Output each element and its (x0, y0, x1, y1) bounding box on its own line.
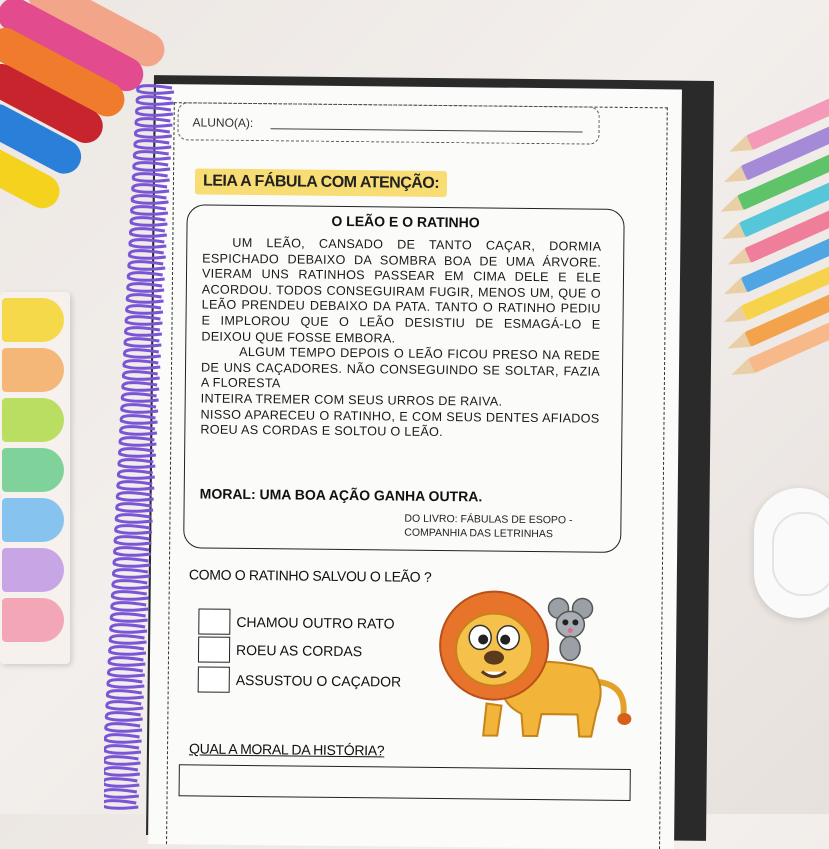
spiral-coil (135, 130, 171, 138)
spiral-coil (135, 141, 171, 149)
option-label: ROEU AS CORDAS (235, 641, 363, 660)
spiral-coil (106, 724, 142, 732)
story-paragraph: ALGUM TEMPO DEPOIS O LEÃO FICOU PRESO NA REDE DE UNS CAÇADORES. NÃO CONSEGUINDO SE SOLTAR, FAZIA A FLORESTA (200, 345, 601, 391)
answer-field[interactable] (179, 764, 631, 801)
spiral-coil (113, 570, 149, 578)
spiral-coil (104, 768, 140, 776)
story-paragraph: UM LEÃO, CANSADO DE TANTO CAÇAR, DORMIA ESPICHADO DEBAIXO DA SOMBRA BOA DE UMA ÁRVORE. VIERAM UNS RATINHOS PASSEAR EM CIMA DELE E ELE ACORDOU. TODOS CONSEGUIRAM FUGIR, MENOS UM, QUE O LEÃO PRENDEU DEBAIXO DA PATA. TANTO O RATINHO PEDIU E IMPLOROU QUE O LEÃO DESISTIU DE ESMAGÁ-LO E DEIXOU QUE FOSSE EMBORA. (201, 235, 602, 346)
spiral-coil (111, 614, 147, 622)
story-paragraph: INTEIRA TREMER COM SEUS URROS DE RAIVA. (200, 391, 503, 409)
spiral-coil (104, 757, 140, 765)
instruction-heading: LEIA A FÁBULA COM ATENÇÃO: (195, 168, 447, 197)
spiral-coil (123, 372, 159, 380)
spiral-coil (109, 658, 145, 666)
highlighter-lilac (2, 548, 64, 592)
highlighter-peach (2, 348, 64, 392)
spiral-coil (121, 427, 157, 435)
spiral-coil (136, 119, 172, 127)
student-name-line (271, 128, 583, 132)
spiral-coil (130, 240, 166, 248)
spiral-coil (108, 669, 144, 677)
option-label: ASSUSTOU O CAÇADOR (235, 671, 402, 690)
spiral-coil (134, 163, 170, 171)
spiral-coil (105, 746, 141, 754)
source-line: DO LIVRO: FÁBULAS DE ESOPO - (404, 512, 573, 527)
student-name-field[interactable] (177, 102, 599, 144)
spiral-coil (104, 790, 139, 798)
spiral-coil (116, 526, 152, 534)
spiral-coil (113, 581, 149, 589)
story-source (404, 512, 572, 542)
spiral-coil (104, 801, 138, 809)
spiral-coil (124, 361, 160, 369)
lion-illustration (431, 585, 643, 752)
spiral-coil (104, 779, 139, 787)
story-box (183, 204, 625, 553)
spiral-coil (118, 471, 154, 479)
spiral-coil (127, 295, 163, 303)
spiral-binding (104, 80, 176, 820)
spiral-coil (105, 735, 141, 743)
spiral-coil (115, 537, 151, 545)
spiral-coil (117, 504, 153, 512)
spiral-coil (111, 625, 147, 633)
spiral-coil (129, 262, 165, 270)
spiral-coil (119, 449, 155, 457)
spiral-coil (129, 251, 165, 259)
spiral-coil (122, 394, 158, 402)
spiral-coil (106, 713, 142, 721)
spiral-coil (138, 86, 174, 94)
spiral-coil (117, 493, 153, 501)
spiral-coil (134, 152, 170, 160)
option-3[interactable] (198, 666, 402, 694)
highlighter-green (2, 448, 64, 492)
spiral-coil (128, 273, 164, 281)
spiral-coil (107, 691, 143, 699)
story-moral: MORAL: UMA BOA AÇÃO GANHA OUTRA. (199, 485, 483, 505)
worksheet-page (148, 84, 682, 849)
spiral-coil (122, 405, 158, 413)
story-text (200, 235, 601, 442)
question-1: COMO O RATINHO SALVOU O LEÃO ? (188, 566, 432, 585)
spiral-coil (133, 185, 169, 193)
spiral-coil (128, 284, 164, 292)
spiral-coil (137, 97, 173, 105)
highlighter-lime (2, 398, 64, 442)
spiral-coil (116, 515, 152, 523)
highlighter-yellow (2, 298, 64, 342)
checkbox[interactable] (198, 666, 230, 692)
spiral-coil (130, 229, 166, 237)
spiral-coil (119, 460, 155, 468)
spiral-coil (118, 482, 154, 490)
spiral-coil (137, 108, 173, 116)
story-paragraph: NISSO APARECEU O RATINHO, E COM SEUS DENTES AFIADOS ROEU AS CORDAS E SOLTOU O LEÃO. (200, 407, 600, 440)
spiral-coil (132, 207, 168, 215)
spiral-coil (110, 647, 146, 655)
spiral-coil (121, 416, 157, 424)
highlighter-pink (2, 598, 64, 642)
highlighter-blue (2, 498, 64, 542)
checkbox[interactable] (198, 636, 230, 662)
spiral-coil (112, 603, 148, 611)
option-1[interactable] (198, 608, 394, 636)
spiral-coil (108, 680, 144, 688)
story-title: O LEÃO E O RATINHO (331, 212, 480, 231)
spiral-coil (126, 328, 162, 336)
spiral-coil (114, 559, 150, 567)
spiral-coil (112, 592, 148, 600)
eraser (754, 488, 829, 618)
highlighter-box (0, 292, 70, 664)
checkbox[interactable] (198, 608, 230, 634)
spiral-coil (133, 174, 169, 182)
spiral-coil (115, 548, 151, 556)
spiral-coil (131, 218, 167, 226)
spiral-coil (125, 339, 161, 347)
spiral-coil (124, 350, 160, 358)
student-label: ALUNO(A): (192, 115, 254, 131)
option-label: CHAMOU OUTRO RATO (236, 613, 395, 632)
source-line: COMPANHIA DAS LETRINHAS (404, 526, 553, 541)
option-2[interactable] (198, 636, 362, 664)
spiral-coil (123, 383, 159, 391)
spiral-coil (107, 702, 143, 710)
mouse-illustration (548, 598, 593, 660)
spiral-coil (110, 636, 146, 644)
question-2: QUAL A MORAL DA HISTÓRIA? (188, 740, 385, 759)
spiral-coil (120, 438, 156, 446)
spiral-coil (127, 306, 163, 314)
spiral-coil (132, 196, 168, 204)
spiral-coil (126, 317, 162, 325)
